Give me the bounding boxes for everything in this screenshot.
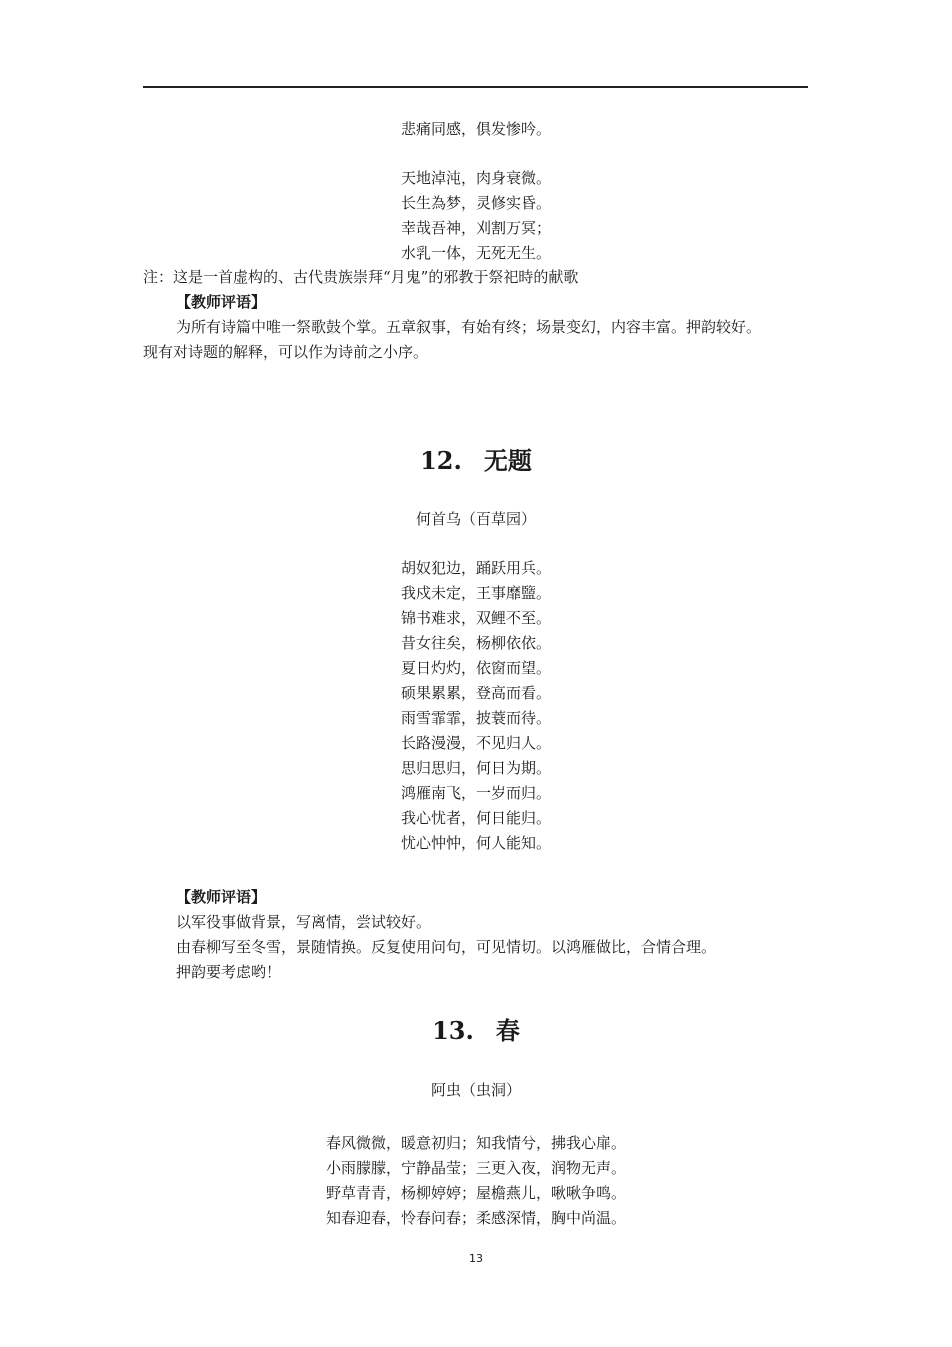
poem-number: 13. bbox=[432, 1016, 474, 1045]
poem-author: 何首乌（百草园） bbox=[415, 510, 536, 528]
teacher-comment-text: 为所有诗篇中唯一祭歌鼓个掌。五章叙事，有始有终；场景变幻，内容丰富。押韵较好。 bbox=[176, 318, 762, 336]
poem-author: 阿虫（虫洞） bbox=[430, 1081, 521, 1099]
poem-line: 硕果累累，登高而看。 bbox=[400, 684, 551, 702]
poem-line: 长生為梦，灵修实昏。 bbox=[400, 194, 551, 212]
poem13-verse bbox=[0, 1131, 952, 1231]
poem12-verse bbox=[0, 556, 952, 856]
poem11-stanza bbox=[0, 166, 952, 266]
poem-line: 幸哉吾神，刈割万冥； bbox=[400, 219, 551, 237]
page-number: 13 bbox=[469, 1252, 483, 1265]
poem-line: 鸿雁南飞，一岁而归。 bbox=[400, 784, 551, 802]
poem-title bbox=[0, 1016, 952, 1046]
teacher-comment-text: 现有对诗题的解释，可以作为诗前之小序。 bbox=[143, 343, 429, 361]
poem-line: 天地淖沌，肉身衰微。 bbox=[400, 169, 551, 187]
poem-line: 思归思归，何日为期。 bbox=[400, 759, 551, 777]
poem-line: 我戍未定，王事靡盬。 bbox=[400, 584, 551, 602]
poem-line: 小雨朦朦，宁静晶莹；三更入夜，润物无声。 bbox=[325, 1159, 626, 1177]
poem-line: 夏日灼灼，依窗而望。 bbox=[400, 659, 551, 677]
poem-line: 昔女往矣，杨柳依依。 bbox=[400, 634, 551, 652]
header-rule bbox=[143, 86, 808, 88]
poem-title bbox=[0, 446, 952, 476]
poem-line: 长路漫漫，不见归人。 bbox=[400, 734, 551, 752]
teacher-comment-text: 押韵要考虑哟！ bbox=[176, 963, 282, 981]
poem-line: 水乳一体，无死无生。 bbox=[400, 244, 551, 262]
poem-number: 12. bbox=[420, 446, 462, 475]
poem-line: 锦书难求，双鲤不至。 bbox=[400, 609, 551, 627]
poem-line: 春风微微，暖意初归；知我情兮，拂我心扉。 bbox=[325, 1134, 626, 1152]
poem11-note: 注：这是一首虚构的、古代贵族崇拜“月鬼”的邪教于祭祀時的献歌 bbox=[143, 268, 579, 286]
poem-line: 雨雪霏霏，披蓑而待。 bbox=[400, 709, 551, 727]
poem-line: 我心忧者，何日能归。 bbox=[400, 809, 551, 827]
poem-line: 野草青青，杨柳婷婷；屋檐燕儿，啾啾争鸣。 bbox=[325, 1184, 626, 1202]
teacher-comment-text: 由春柳写至冬雪，景随情换。反复使用问句，可见情切。以鸿雁做比，合情合理。 bbox=[176, 938, 717, 956]
poem-line: 悲痛同感，俱发惨吟。 bbox=[400, 120, 551, 138]
teacher-comment-text: 以军役事做背景，写离情，尝试较好。 bbox=[176, 913, 432, 931]
poem-line: 胡奴犯边，踊跃用兵。 bbox=[400, 559, 551, 577]
poem-title-text: 春 bbox=[495, 1016, 520, 1045]
teacher-comment-label: 【教师评语】 bbox=[176, 888, 267, 906]
poem-line: 知春迎春，怜春问春；柔感深情，胸中尚温。 bbox=[325, 1209, 626, 1227]
poem-line: 忧心忡忡，何人能知。 bbox=[400, 834, 551, 852]
poem-title-text: 无题 bbox=[483, 446, 532, 475]
teacher-comment-label: 【教师评语】 bbox=[176, 293, 267, 311]
